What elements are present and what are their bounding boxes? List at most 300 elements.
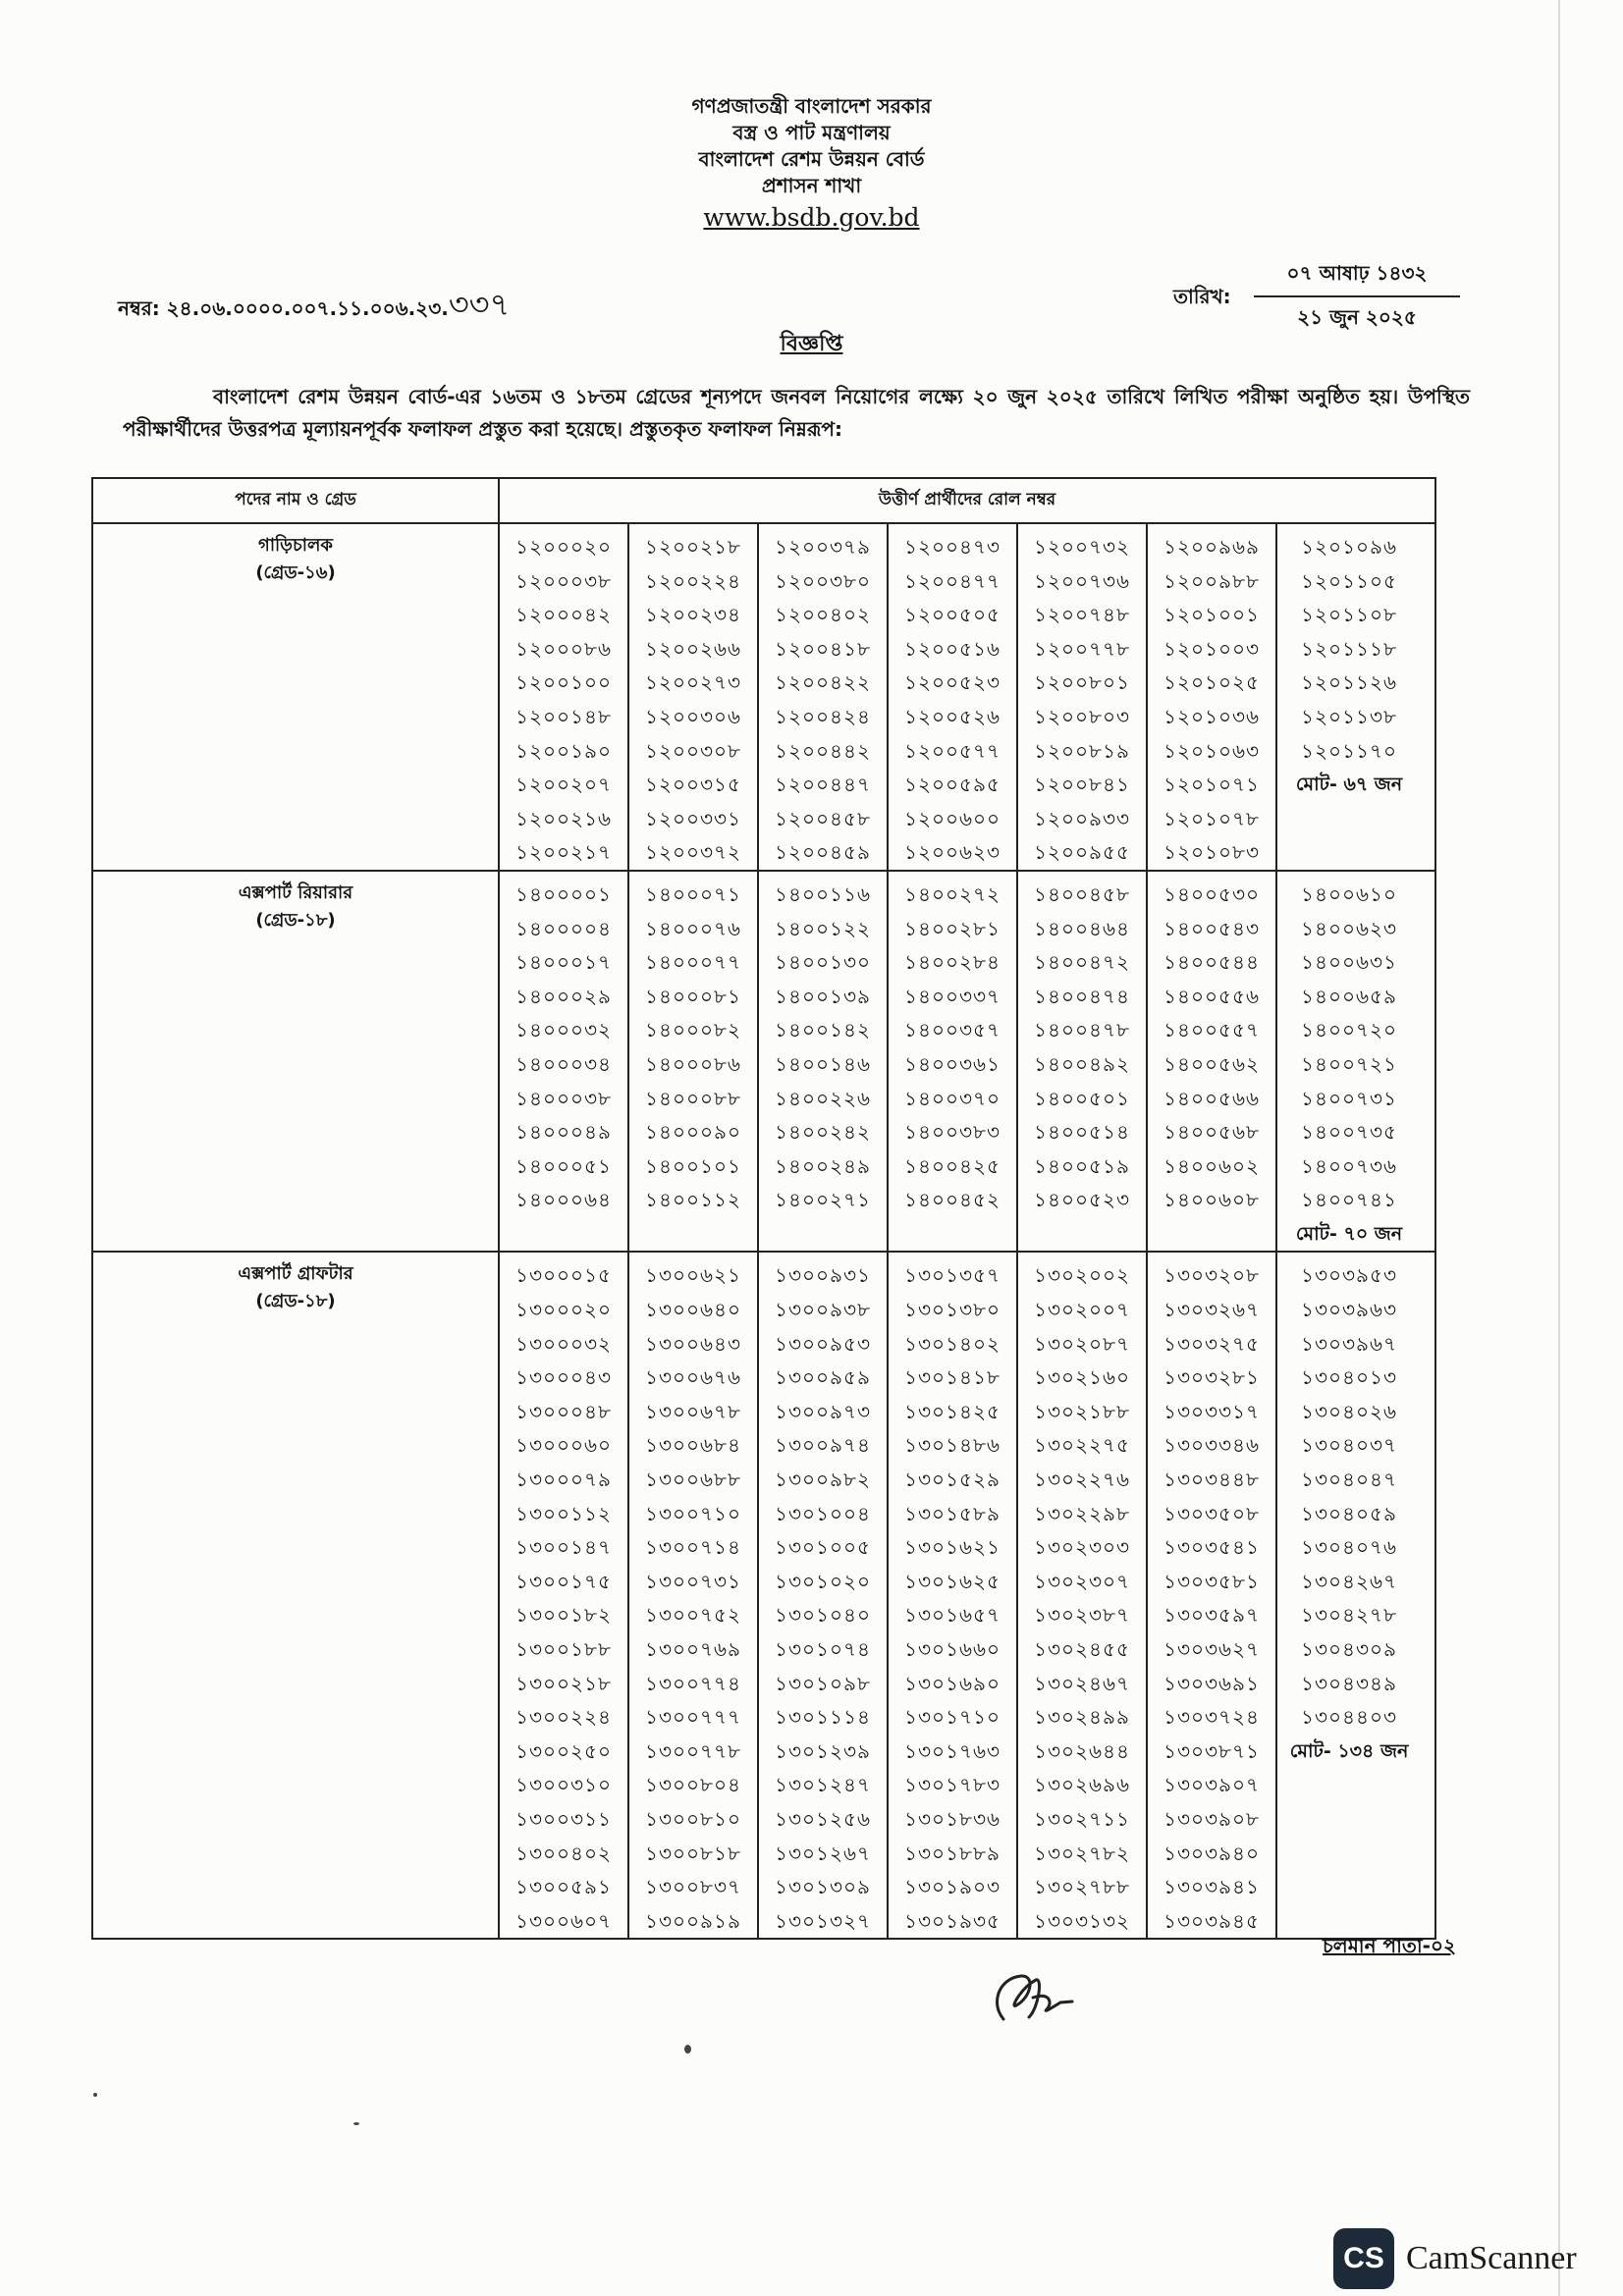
- roll-number: ১৩০২১৮৮: [1034, 1399, 1130, 1423]
- roll-number: ১৩০৩৯৪০: [1163, 1841, 1260, 1865]
- roll-number: ১৩০১৭৮৩: [904, 1773, 1001, 1797]
- roll-number: ১৩০৩৫৯৭: [1163, 1603, 1260, 1628]
- roll-number: ১৪০০৭৩৫: [1301, 1120, 1397, 1145]
- roll-number: ১৩০৪০৭৬: [1301, 1535, 1397, 1560]
- roll-number: ১৩০৪৪০৩: [1301, 1705, 1397, 1730]
- roll-number: ১২০০৩৭২: [644, 840, 741, 865]
- roll-number: ১২০০৩৩১: [645, 806, 741, 830]
- roll-number: ১৩০৩২৭৫: [1163, 1331, 1260, 1356]
- roll-number: ১৩০১০৯৮: [775, 1671, 871, 1695]
- roll-number: ১৩০০৮০৪: [645, 1773, 741, 1797]
- roll-number: ১৩০১০২০: [775, 1569, 871, 1593]
- roll-number: ১৪০০৭৪১: [1301, 1188, 1397, 1212]
- roll-number: ১২০০৮০১: [1034, 670, 1130, 695]
- roll-number: ১২০০৫২৩: [904, 670, 1001, 695]
- roll-number: ১৩০০৬৮৮: [645, 1468, 741, 1492]
- roll-number: ১৩০৪০৩৭: [1301, 1433, 1397, 1458]
- roll-number: ১২০০৪৭৭: [904, 568, 1001, 593]
- roll-number: ১৪০০২২৬: [775, 1086, 871, 1110]
- camscanner-label: CamScanner: [1406, 2240, 1577, 2276]
- roll-number: ১৪০০৪৫৮: [1034, 881, 1130, 906]
- group-total: মোট- ৬৭ জন: [1295, 774, 1403, 796]
- roll-number: ১৪০০২৪২: [775, 1120, 871, 1145]
- date-label: তারিখ:: [1173, 285, 1231, 308]
- notice-title: বিজ্ঞপ্তি: [780, 332, 843, 356]
- roll-number: ১৩০১৬৯০: [904, 1671, 1001, 1695]
- roll-number: ১৩০৩৯৬৭: [1301, 1331, 1397, 1356]
- letterhead: [0, 93, 1623, 237]
- roll-number: ১২০০৭৪৮: [1034, 603, 1130, 627]
- roll-number: ১৪০০৩৬১: [904, 1051, 1001, 1076]
- roll-number: ১৩০৩৯০৭: [1163, 1773, 1260, 1797]
- roll-number: ১২০০৩০৮: [645, 738, 741, 763]
- roll-number: ১৩০১৯০৩: [904, 1875, 1001, 1899]
- roll-number: ১২০০৪৪২: [775, 738, 871, 763]
- camscanner-logo-icon: CS: [1333, 2228, 1394, 2289]
- roll-number: ১৩০২২৯৮: [1034, 1501, 1130, 1525]
- result-group-row: [92, 523, 1435, 871]
- roll-number: ১৩০০৭৫২: [645, 1603, 741, 1628]
- memo-handwritten-number: ৩৩৭: [448, 286, 511, 323]
- roll-number: ১৪০০৫৫৬: [1163, 984, 1260, 1008]
- roll-number: ১৩০২৭৮২: [1034, 1841, 1130, 1865]
- roll-number: ১৩০০৬২১: [645, 1263, 741, 1288]
- roll-number: ১৪০০৫১৪: [1034, 1120, 1130, 1145]
- roll-number: ১২০০৯৩৩: [1034, 806, 1130, 830]
- roll-number: ১৩০০৯৭৩: [775, 1399, 871, 1423]
- roll-number: ১৪০০৩৫৭: [904, 1018, 1001, 1042]
- roll-number: ১২০১১২৬: [1301, 670, 1397, 695]
- roll-number: ১৩০০৬৪০: [645, 1298, 741, 1322]
- roll-numbers-cell: [499, 523, 1435, 871]
- roll-number: ১৩০৩২৬৭: [1163, 1298, 1260, 1322]
- roll-number: ১৪০০৬০২: [1163, 1153, 1260, 1178]
- roll-number: ১৪০০০৭৬: [645, 916, 741, 940]
- roll-number: ১২০০৪৭৩: [904, 535, 1001, 559]
- roll-number: ১৩০২২৭৫: [1034, 1433, 1130, 1458]
- roll-number: ১২০১১০৮: [1301, 603, 1397, 627]
- roll-column: [759, 872, 889, 1252]
- result-group-row: [92, 1252, 1435, 1939]
- roll-number: ১২০১০৮৩: [1163, 840, 1260, 865]
- roll-number: ১২০০৫১৬: [904, 636, 1001, 661]
- roll-number: ১২০০২৭৩: [644, 670, 741, 695]
- roll-number: ১২০০৩১৫: [645, 773, 741, 797]
- roll-numbers-cell: [499, 1252, 1435, 1939]
- roll-number: ১৩০২০০২: [1033, 1263, 1130, 1288]
- roll-number: ১২০০৪৫৯: [775, 840, 871, 865]
- group-total: মোট- ৭০ জন: [1295, 1222, 1403, 1245]
- website-link[interactable]: www.bsdb.gov.bd: [703, 203, 920, 232]
- roll-number: ১৩০০০৪৩: [515, 1365, 612, 1390]
- roll-number: ১৪০০২৮১: [904, 916, 1001, 940]
- post-cell: [92, 523, 499, 871]
- result-group-row: [92, 871, 1435, 1253]
- roll-column: [500, 1253, 629, 1938]
- roll-column: [1277, 1253, 1421, 1938]
- board-line: বাংলাদেশ রেশম উন্নয়ন বোর্ড: [698, 147, 925, 171]
- roll-number: ১৩০৩৩১৭: [1163, 1399, 1260, 1423]
- roll-number: ১২০০৭৩৬: [1033, 568, 1130, 593]
- roll-number: ১৩০৪০১৩: [1301, 1365, 1397, 1390]
- roll-number: ১৩০১৪১৮: [904, 1365, 1001, 1390]
- roll-number: ১৩০৩৩৪৬: [1163, 1433, 1260, 1458]
- roll-number: ১৩০০৯৫৩: [775, 1331, 871, 1356]
- date-english: ২১ জুন ২০২৫: [1297, 305, 1417, 329]
- roll-number: ১২০০৪০২: [775, 603, 871, 627]
- roll-column: [1018, 1253, 1148, 1938]
- roll-number: ১৪০০০২৯: [515, 984, 612, 1008]
- roll-number: ১৪০০৩৭০: [904, 1086, 1001, 1110]
- roll-number: ১৪০০৭২০: [1301, 1018, 1397, 1042]
- post-cell: [92, 871, 499, 1253]
- roll-number: ১২০১১০৫: [1301, 568, 1397, 593]
- post-grade: (গ্রেড-১৬): [255, 562, 336, 583]
- roll-number: ১৩০১০০৪: [775, 1501, 871, 1525]
- roll-number: ১৩০১০৭৪: [775, 1637, 871, 1661]
- post-grade: (গ্রেড-১৮): [255, 909, 336, 931]
- roll-number: ১৩০৪২৬৭: [1301, 1569, 1397, 1593]
- roll-number: ১২০০৭৩২: [1033, 535, 1130, 559]
- roll-number: ১৩০৩৯০৮: [1163, 1806, 1260, 1831]
- roll-number: ১৩০১৫২৯: [904, 1468, 1001, 1492]
- roll-number: ১২০০৫২৬: [904, 704, 1001, 728]
- roll-number: ১২০০৫৭৭: [904, 738, 1001, 763]
- roll-number: ১২০০৭৭৮: [1034, 636, 1130, 661]
- roll-number: ১৩০৩৫৮১: [1163, 1569, 1260, 1593]
- roll-number: ১৩০০৯৭৪: [775, 1433, 871, 1458]
- table-header-row: [92, 478, 1435, 523]
- roll-number: ১৪০০৬০৮: [1163, 1188, 1260, 1212]
- roll-number: ১৩০০৮১০: [645, 1806, 741, 1831]
- roll-number: ১৩০১৫৮৯: [904, 1501, 1001, 1525]
- roll-number: ১৪০০০৫১: [515, 1153, 612, 1178]
- roll-number: ১২০০২১৬: [515, 806, 612, 830]
- roll-column: [889, 1253, 1018, 1938]
- roll-number: ১৩০১৮৩৬: [904, 1806, 1001, 1831]
- roll-number: ১২০০৪১৮: [775, 636, 871, 661]
- roll-number: ১৩০০০১৫: [515, 1263, 612, 1288]
- roll-number: ১২০০২১৮: [645, 535, 741, 559]
- roll-number: ১৪০০০৮১: [645, 984, 741, 1008]
- roll-number: ১৪০০৫১৯: [1034, 1153, 1130, 1178]
- results-body: [92, 523, 1435, 1939]
- roll-number: ১৩০০৯৩১: [775, 1263, 871, 1288]
- roll-column: [1148, 872, 1277, 1252]
- roll-number: ১৪০০১৪২: [775, 1018, 871, 1042]
- post-name: গাড়িচালক: [258, 535, 333, 556]
- roll-number: ১৩০০০৬০: [514, 1433, 612, 1458]
- roll-number: ১২০১০৯৬: [1301, 535, 1397, 559]
- roll-number: ১৩০১২৫৬: [775, 1806, 871, 1831]
- roll-number: ১৪০০০৭১: [645, 881, 741, 906]
- roll-number: ১৩০১৩৫৭: [904, 1263, 1001, 1288]
- roll-number: ১৪০০০০৪: [515, 916, 612, 940]
- roll-number: ১২০০১০০: [515, 670, 612, 695]
- section-line: প্রশাসন শাখা: [761, 174, 862, 197]
- roll-number: ১২০০১৯০: [515, 738, 612, 763]
- roll-number: ১৩০০৬৭৮: [645, 1399, 741, 1423]
- date-block: [1173, 257, 1468, 329]
- roll-number: ১২০১০০৩: [1163, 636, 1260, 661]
- roll-number: ১২০০০৮৬: [515, 636, 612, 661]
- roll-number: ১৩০১৩২৭: [775, 1908, 871, 1933]
- roll-number: ১৪০০২৭২: [904, 881, 1001, 906]
- roll-number: ১৩০২৭৮৮: [1034, 1875, 1130, 1899]
- roll-column: [1148, 524, 1277, 870]
- roll-number: ১৪০০৬৫৯: [1301, 984, 1397, 1008]
- roll-number: ১৩০৩৬২৭: [1163, 1637, 1260, 1661]
- roll-number: ১৩০৩১৩২: [1034, 1908, 1130, 1933]
- roll-number: ১৩০২১৬০: [1034, 1365, 1130, 1390]
- roll-number: ১৪০০০৩৪: [515, 1051, 612, 1076]
- roll-number: ১২০০৪২২: [775, 670, 871, 695]
- roll-number: ১৪০০১৪৬: [775, 1051, 871, 1076]
- roll-number: ১৩০০৭৭৪: [645, 1671, 741, 1695]
- roll-number: ১২০০৯৮৮: [1163, 568, 1260, 593]
- roll-number: ১৩০০৯১৯: [645, 1908, 741, 1933]
- roll-number: ১৪০০০৬৪: [515, 1188, 612, 1212]
- continuation-note: চলমান পাতা-০২: [1323, 1934, 1456, 1957]
- roll-number: ১৪০০৪৬৪: [1034, 916, 1130, 940]
- header-post-grade: পদের নাম ও গ্রেড: [92, 478, 499, 523]
- roll-column: [500, 524, 629, 870]
- roll-number: ১৪০০০০১: [515, 881, 612, 906]
- roll-number: ১৩০৩৯৬৩: [1301, 1298, 1397, 1322]
- roll-number: ১৩০২৬৪৪: [1034, 1738, 1130, 1763]
- roll-number: ১৩০০৭১০: [645, 1501, 741, 1525]
- roll-number: ১৩০০২৫০: [515, 1738, 612, 1763]
- roll-number: ১৩০৩২৮১: [1163, 1365, 1260, 1390]
- roll-number: ১৩০৪০৪৭: [1301, 1468, 1397, 1492]
- roll-number: ১২০১১৩৮: [1301, 704, 1397, 728]
- roll-number: ১৪০০০৮২: [645, 1018, 741, 1042]
- roll-number: ১৩০২২৭৬: [1033, 1468, 1130, 1492]
- roll-number: ১২০০৪৪৭: [775, 773, 871, 797]
- roll-number: ১৩০২৪৯৯: [1034, 1705, 1130, 1730]
- roll-number: ১২০০০৩৮: [515, 568, 612, 593]
- roll-number: ১৩০০৭৬৯: [645, 1637, 741, 1661]
- roll-number: ১৩০৩৭২৪: [1163, 1705, 1260, 1730]
- roll-column: [629, 1253, 759, 1938]
- signature-image: [982, 1958, 1129, 2037]
- roll-number: ১৩০১৬৬০: [904, 1637, 1001, 1661]
- roll-number: ১৪০০১৩০: [775, 950, 871, 975]
- ministry-line: বস্ত্র ও পাট মন্ত্রণালয়: [732, 121, 891, 144]
- roll-number: ১৪০০৫৬৬: [1163, 1086, 1260, 1110]
- roll-number: ১৪০০৫৩০: [1163, 881, 1260, 906]
- roll-number: ১৪০০০৮৬: [645, 1051, 741, 1076]
- roll-number: ১৩০০১১২: [515, 1501, 612, 1525]
- roll-number: ১৩০৩৯৫৩: [1301, 1263, 1397, 1288]
- roll-column: [1277, 524, 1421, 870]
- roll-column: [1018, 524, 1148, 870]
- roll-number: ১২০০৮০৩: [1034, 704, 1130, 728]
- roll-number: ১৪০০৬৩১: [1301, 950, 1397, 975]
- roll-number: ১৩০০৩১০: [515, 1773, 612, 1797]
- roll-number: ১২০০৯৬৯: [1163, 535, 1260, 559]
- roll-number: ১৪০০১৩৯: [775, 984, 871, 1008]
- roll-number: ১৪০০৫৪৩: [1163, 916, 1260, 940]
- roll-number: ১৪০০৪৭৪: [1034, 984, 1130, 1008]
- roll-number: ১৩০০৭৭৮: [645, 1738, 741, 1763]
- roll-number: ১৪০০০৩৮: [515, 1086, 612, 1110]
- roll-number: ১৪০০২৭১: [775, 1188, 871, 1212]
- post-name: এক্সপার্ট রিয়ারার: [238, 881, 353, 903]
- roll-number: ১৩০৩৪৪৮: [1163, 1468, 1260, 1492]
- post-grade: (গ্রেড-১৮): [255, 1291, 336, 1312]
- roll-number: ১৪০০১২২: [775, 916, 871, 940]
- scan-speck: [353, 2122, 359, 2125]
- roll-number: ১৩০১৭৬৩: [904, 1738, 1001, 1763]
- roll-number: ১৩০২৪৫৫: [1034, 1637, 1130, 1661]
- roll-column: [759, 524, 889, 870]
- roll-column: [1148, 1253, 1277, 1938]
- notice-body: বাংলাদেশ রেশম উন্নয়ন বোর্ড-এর ১৬তম ও ১৮তম গ্রেডের শূন্যপদে জনবল নিয়োগের লক্ষ্যে ২০ জুন ২০২৫ তারিখে লিখিত পরীক্ষা অনুষ্ঠিত হয়। উপস্থিত পরীক্ষার্থীদের উত্তরপত্র মূল্যায়নপূর্বক ফলাফল প্রস্তুত করা হয়েছে। প্রস্তুতকৃত ফলাফল নিম্নরূপ:: [123, 385, 1470, 441]
- roll-column: [500, 872, 629, 1252]
- roll-number: ১৩০০৯৮২: [775, 1468, 871, 1492]
- roll-number: ১২০০২২৪: [645, 568, 741, 593]
- post-cell: [92, 1252, 499, 1939]
- roll-number: ১৩০৩৬৯১: [1163, 1671, 1260, 1695]
- roll-number: ১২০০৮৪১: [1034, 773, 1130, 797]
- roll-number: ১২০০২১৭: [515, 840, 612, 865]
- roll-number: ১৪০০০১৭: [515, 950, 612, 975]
- roll-number: ১৪০০৪৭৮: [1034, 1018, 1130, 1042]
- roll-number: ১২০১০০১: [1163, 603, 1260, 627]
- roll-column: [889, 872, 1018, 1252]
- roll-number: ১৪০০০৩২: [515, 1018, 612, 1042]
- roll-number: ১২০১০৭১: [1163, 773, 1260, 797]
- roll-number: ১৩০৪০৫৯: [1301, 1501, 1397, 1525]
- roll-number: ১৩০০০৪৮: [515, 1399, 612, 1423]
- roll-number: ১৩০৩৫৪১: [1163, 1535, 1260, 1560]
- roll-number: ১২০০৬২৩: [903, 840, 1001, 865]
- roll-number: ১৩০০০৭৯: [515, 1468, 612, 1492]
- roll-number: ১২০০৮১৯: [1034, 738, 1130, 763]
- roll-number: ১২০০৫০৫: [904, 603, 1001, 627]
- roll-number: ১২০১০৩৬: [1163, 704, 1260, 728]
- roll-number: ১৩০০৫৯১: [515, 1875, 612, 1899]
- roll-number: ১৩০১০৪০: [775, 1603, 871, 1628]
- roll-number: ১৩০১০০৫: [775, 1535, 871, 1560]
- roll-number: ১২০০২০৭: [514, 773, 612, 797]
- roll-number: ১২০০০২০: [514, 535, 612, 559]
- roll-number: ১৩০১২৪৭: [775, 1773, 871, 1797]
- roll-number: ১২০০১৪৮: [515, 704, 612, 728]
- roll-number: ১৪০০২৮৪: [904, 950, 1001, 975]
- roll-number: ১২০০৬০০: [903, 806, 1001, 830]
- roll-number: ১৩০২৩৮৭: [1034, 1603, 1130, 1628]
- roll-number: ১৩০২০০৭: [1033, 1298, 1130, 1322]
- roll-number: ১৩০০৩১১: [515, 1806, 612, 1831]
- roll-number: ১৩০২৩০৩: [1033, 1535, 1130, 1560]
- roll-number: ১৩০০০২০: [514, 1298, 612, 1322]
- camscanner-watermark: [1333, 2228, 1577, 2289]
- roll-number: ১৪০০২৪৯: [775, 1153, 871, 1178]
- roll-column: [759, 1253, 889, 1938]
- roll-number: ১৩০৪৩০৯: [1301, 1637, 1397, 1661]
- roll-number: ১৪০০৭৩১: [1301, 1086, 1397, 1110]
- roll-number: ১৩০০১৮৮: [515, 1637, 612, 1661]
- roll-number: ১২০১০৬৩: [1163, 738, 1260, 763]
- roll-number: ১৩০০৬০৭: [514, 1908, 612, 1933]
- roll-number: ১২০১০৭৮: [1163, 806, 1260, 830]
- roll-number: ১৩০০৪০২: [515, 1841, 612, 1865]
- roll-number: ১২০১১১৮: [1301, 636, 1397, 661]
- roll-number: ১৪০০৩৩৭: [904, 984, 1001, 1008]
- roll-column: [629, 872, 759, 1252]
- roll-number: ১৩০০৮১৮: [645, 1841, 741, 1865]
- roll-number: ১৪০০৬১০: [1301, 881, 1397, 906]
- roll-number: ১৪০০০৪৯: [515, 1120, 612, 1145]
- results-table: [91, 477, 1436, 1940]
- roll-grid: [500, 1253, 1434, 1938]
- roll-number: ১৩০৩৫০৮: [1163, 1501, 1260, 1525]
- roll-number: ১৩০০৬৭৬: [644, 1365, 741, 1390]
- scan-speck: [684, 2045, 691, 2054]
- roll-number: ১৩০০৭৭৭: [644, 1705, 741, 1730]
- roll-number: ১৩০০৯৫৯: [775, 1365, 871, 1390]
- roll-number: ১৪০০৫২৩: [1034, 1188, 1130, 1212]
- roll-number: ১২০০৩৮০: [775, 568, 871, 593]
- roll-number: ১৪০০০৮৮: [645, 1086, 741, 1110]
- group-total: মোট- ১৩৪ জন: [1289, 1739, 1409, 1762]
- roll-number: ১৩০০৯৩৮: [775, 1298, 871, 1322]
- roll-number: ১৪০০১১৬: [775, 881, 871, 906]
- post-name: এক্সপার্ট গ্রাফটার: [238, 1263, 353, 1285]
- roll-number: ১৩০২৩০৭: [1033, 1569, 1130, 1593]
- roll-number: ১২০০৯৫৫: [1034, 840, 1130, 865]
- roll-number: ১৩০২৭১১: [1034, 1806, 1130, 1831]
- roll-number: ১২০০০৪২: [515, 603, 612, 627]
- roll-number: ১৪০০৫৬২: [1163, 1051, 1260, 1076]
- roll-number: ১৩০০১৮২: [515, 1603, 612, 1628]
- roll-number: ১৩০০২২৪: [515, 1705, 612, 1730]
- roll-number: ১৪০০১০১: [645, 1153, 741, 1178]
- roll-number: ১৪০০৫০১: [1034, 1086, 1130, 1110]
- roll-number: ১২০১১৭০: [1301, 738, 1397, 763]
- roll-number: ১৪০০০৯০: [645, 1120, 741, 1145]
- roll-number: ১৩০২০৮৭: [1034, 1331, 1130, 1356]
- roll-number: ১৪০০৭৩৬: [1301, 1153, 1397, 1178]
- roll-number: ১৩০১৬২১: [904, 1535, 1001, 1560]
- roll-number: ১৩০১৩০৯: [775, 1875, 871, 1899]
- roll-column: [1277, 872, 1421, 1252]
- roll-column: [1018, 872, 1148, 1252]
- roll-number: ১৩০২৪৬৭: [1034, 1671, 1130, 1695]
- header-roll-numbers: উত্তীর্ণ প্রার্থীদের রোল নম্বর: [499, 478, 1435, 523]
- roll-number: ১৩০১৪৮৬: [904, 1433, 1001, 1458]
- roll-number: ১৪০০৭২১: [1301, 1051, 1397, 1076]
- roll-number: ১৪০০৪৫২: [904, 1188, 1001, 1212]
- roll-number: ১৩০০৮৩৭: [645, 1875, 741, 1899]
- roll-number: ১২০০৪২৪: [775, 704, 871, 728]
- roll-number: ১২০০২৩৪: [645, 603, 741, 627]
- roll-number: ১৩০০৭১৪: [645, 1535, 741, 1560]
- roll-number: ১৪০০৫৬৮: [1163, 1120, 1260, 1145]
- roll-number: ১৩০৩২০৮: [1163, 1263, 1260, 1288]
- roll-number: ১৩০১৬৫৭: [904, 1603, 1001, 1628]
- roll-number: ১২০০৪৫৮: [775, 806, 871, 830]
- roll-number: ১৩০০৬৪৩: [645, 1331, 741, 1356]
- roll-number: ১৩০০১৪৭: [515, 1535, 612, 1560]
- roll-number: ১৩০০১৭৫: [515, 1569, 612, 1593]
- roll-number: ১৩০১৮৮৯: [904, 1841, 1001, 1865]
- roll-number: ১৩০০৭৩১: [645, 1569, 741, 1593]
- roll-number: ১৩০৩৮৭১: [1163, 1738, 1260, 1763]
- roll-number: ১৩০১৯৩৫: [904, 1908, 1001, 1933]
